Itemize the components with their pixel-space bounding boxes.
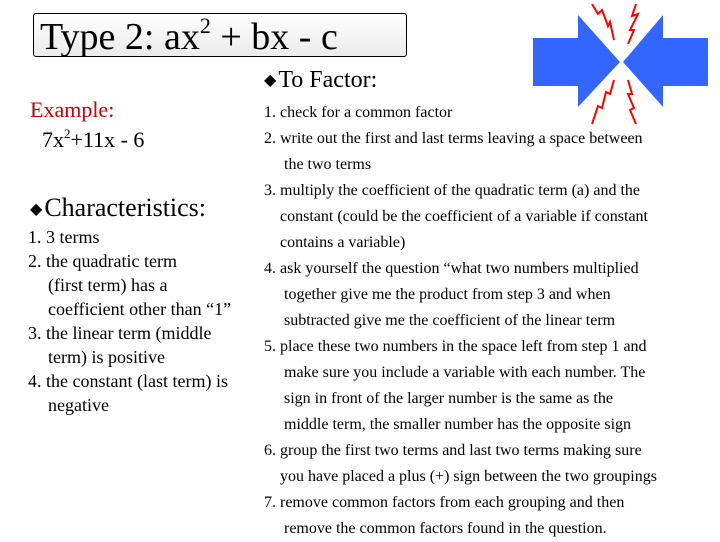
to-factor-list [264,100,657,542]
title-box [33,13,407,57]
characteristics-heading [30,193,206,227]
list-item-continuation: you have placed a plus (+) sign between the two groupings [280,468,657,485]
list-item: 5. place these two numbers in the space left from step 1 and [264,338,647,355]
title-rest: + bx - c [210,16,338,58]
list-item: 4. the constant (last term) is [28,371,228,391]
example-expr-exponent: 2 [64,126,71,141]
list-item: 6. group the first two terms and last two terms making sure [264,442,642,459]
title-exponent: 2 [199,13,211,38]
list-item-continuation: subtracted give me the coefficient of the linear term [284,312,616,329]
list-item-continuation: coefficient other than “1” [48,299,232,319]
list-item-continuation: constant (could be the coefficient of a variable if constant [280,208,648,225]
example-expression [42,127,144,156]
list-item-continuation: the two terms [284,156,372,173]
list-item: 3. multiply the coefficient of the quadratic term (a) and the [264,182,641,199]
characteristics-heading-text: Characteristics: [44,193,207,222]
to-factor-heading-text: To Factor: [278,67,378,93]
list-item: 3. the linear term (middle [28,323,212,343]
list-item: 4. ask yourself the question “what two numbers multiplied [264,260,639,277]
list-item-continuation: middle term, the smaller number has the opposite sign [284,416,632,433]
example-expr-a: 7x [42,127,64,152]
right-arrow-icon [623,15,708,107]
example-expr-b: +11x - 6 [70,127,145,152]
list-item-continuation: make sure you include a variable with each number. The [284,364,646,381]
list-item: 2. the quadratic term [28,251,177,271]
page-title [40,15,338,64]
list-item: 7. remove common factors from each grouping and then [264,494,625,511]
list-item-continuation: (first term) has a [48,275,168,295]
list-item-continuation: remove the common factors found in the question. [284,520,607,537]
list-item: 1. check for a common factor [264,104,453,121]
list-item: 2. write out the first and last terms leaving a space between [264,130,643,147]
list-item: 1. 3 terms [28,227,100,247]
list-item-continuation: term) is positive [48,347,165,367]
list-item-continuation: contains a variable) [280,234,406,251]
list-item-continuation: negative [48,395,109,415]
diamond-bullet-icon: ◆ [30,201,43,218]
list-item-continuation: sign in front of the larger number is the same as the [284,390,613,407]
to-factor-heading [264,66,377,97]
title-base: Type 2: ax [40,16,200,58]
diamond-bullet-icon: ◆ [264,72,277,89]
example-label: Example: [30,97,115,122]
list-item-continuation: together give me the product from step 3 and when [284,286,611,303]
spark-icon [628,4,638,44]
characteristics-list [28,225,231,417]
